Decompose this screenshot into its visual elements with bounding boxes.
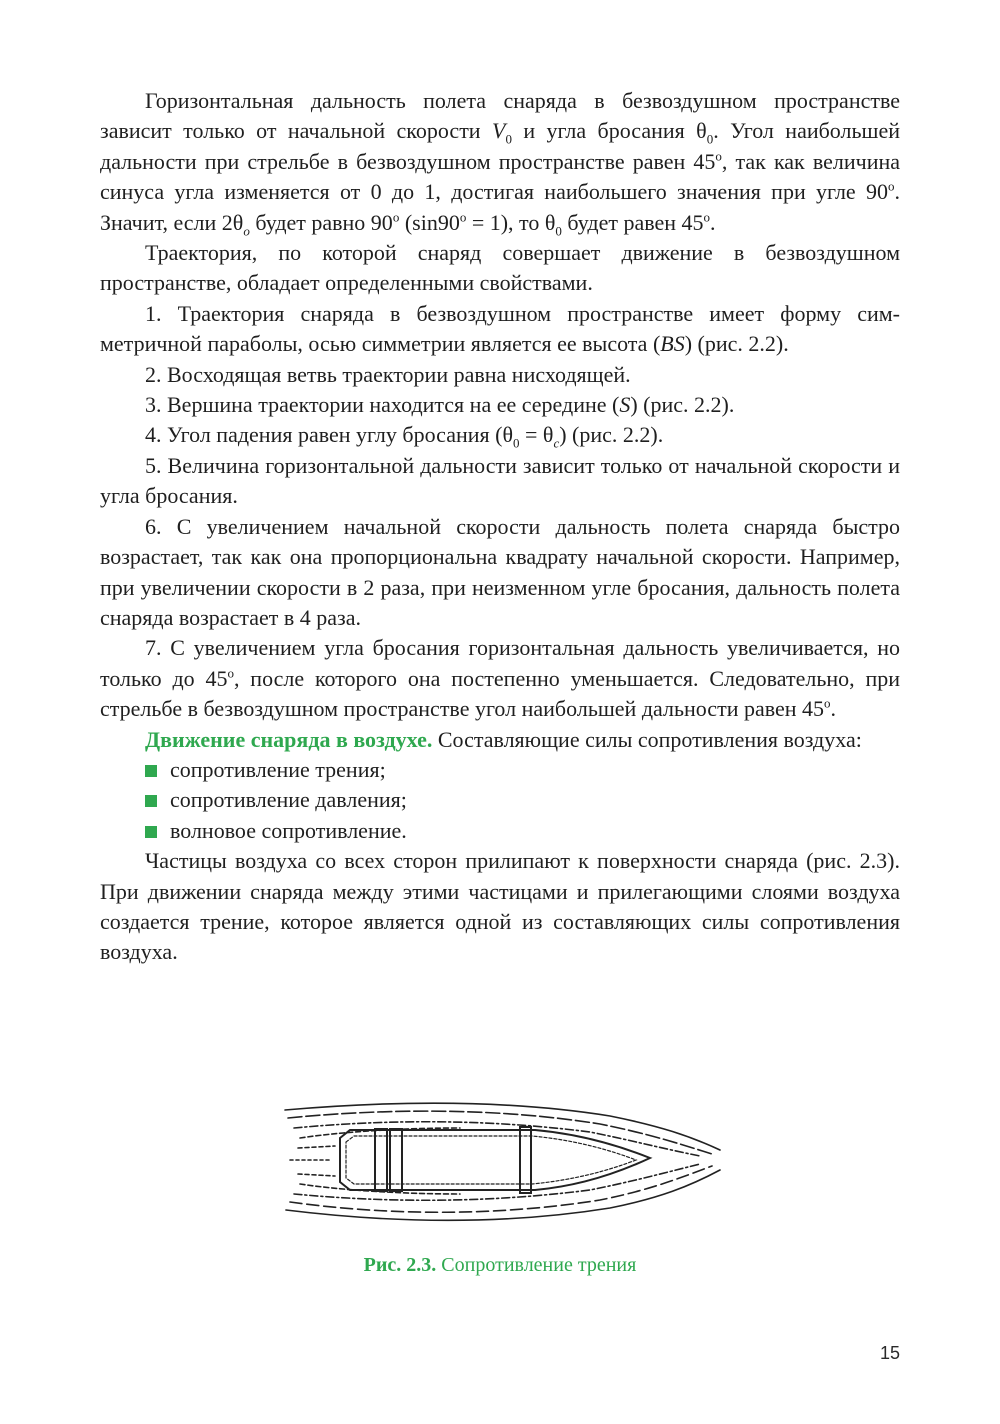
- section-heading: Движение снаряда в воздухе.: [145, 726, 433, 752]
- figure-caption-text: Сопротивление трения: [436, 1254, 637, 1276]
- list-item-text: сопротивление давления;: [170, 787, 407, 813]
- list-item-text: волновое сопротивление.: [170, 817, 407, 843]
- section-air-motion: [100, 725, 900, 755]
- figure-caption: [0, 1252, 1000, 1278]
- page-body: [100, 86, 900, 968]
- property-4: 4. Угол падения равен углу бросания $(\theta_0 = \theta_c)$ (рис. 2.2).: [145, 422, 664, 451]
- property-1: 1. Траектория снаряда в безвоздушном пространстве имеет форму симметричной параболы, осью симметрии является ее высота (BS) (рис. 2.2).: [100, 300, 900, 357]
- property-7: 7. С увеличением угла бросания горизонтальная дальность увеличивается, но только до $45^о$, после которого она постепенно уменьшается. Следовательно, при стрельбе в безвоздушном пространстве угол наибольшей дальности равен $45^о$.: [100, 635, 901, 722]
- friction-figure: [280, 1098, 725, 1228]
- list-item: [100, 816, 900, 846]
- list-item: [100, 785, 900, 815]
- page-number: 15: [879, 1343, 900, 1363]
- projectile-airflow-drawing: [280, 1098, 725, 1228]
- figure-caption-number: Рис. 2.3.: [363, 1254, 437, 1276]
- section-intro: Составляющие силы сопротивления воздуха:: [432, 726, 862, 752]
- list-item-text: сопротивление трения;: [170, 756, 386, 782]
- square-bullet-icon: [145, 765, 157, 777]
- square-bullet-icon: [145, 826, 157, 838]
- paragraph-range-dependency: Горизонтальная дальность полета снаряда в безвоздушном пространстве зависит только от начальной скорости $V_0$ и угла бросания $\theta_0$. Угол наибольшей дальности при стрельбе в безвоздушном пространстве равен $45^о$, так как величина синуса угла изменяется от 0 до 1, достигая наибольшего значения при угле $90^о$. Значит, если $2\theta_o$ будет равно $90^о$ $(\sin 90^о = 1)$, то $\theta_0$ будет равен $45^о$.: [100, 88, 901, 239]
- square-bullet-icon: [145, 795, 157, 807]
- paragraph-friction: Частицы воздуха со всех сторон прилипают к поверхности снаряда (рис. 2.3). При движении снаряда между этими частицами и прилегающими слоями воздуха создается трение, которое является одной из составляющих силы сопротивления воздуха.: [100, 848, 900, 965]
- property-6: 6. С увеличением начальной скорости дальность полета снаряда быстро возрастает, так как она пропорциональна квадрату начальной скорости. Например, при увеличении скорости в 2 раза, при неизменном угле бросания, дальность полета снаряда возрастает в 4 раза.: [100, 513, 900, 630]
- property-5: 5. Величина горизонтальной дальности зависит только от начальной скорости и угла бросания.: [100, 452, 900, 509]
- list-item: [100, 755, 900, 785]
- property-2: 2. Восходящая ветвь траектории равна нисходящей.: [145, 361, 631, 387]
- paragraph-trajectory-intro: Траектория, по которой снаряд совершает движение в безвоздушном пространстве, обладает определенными свойствами.: [100, 240, 900, 296]
- resistance-list: [100, 755, 900, 846]
- property-3: 3. Вершина траектории находится на ее середине (S) (рис. 2.2).: [145, 392, 735, 418]
